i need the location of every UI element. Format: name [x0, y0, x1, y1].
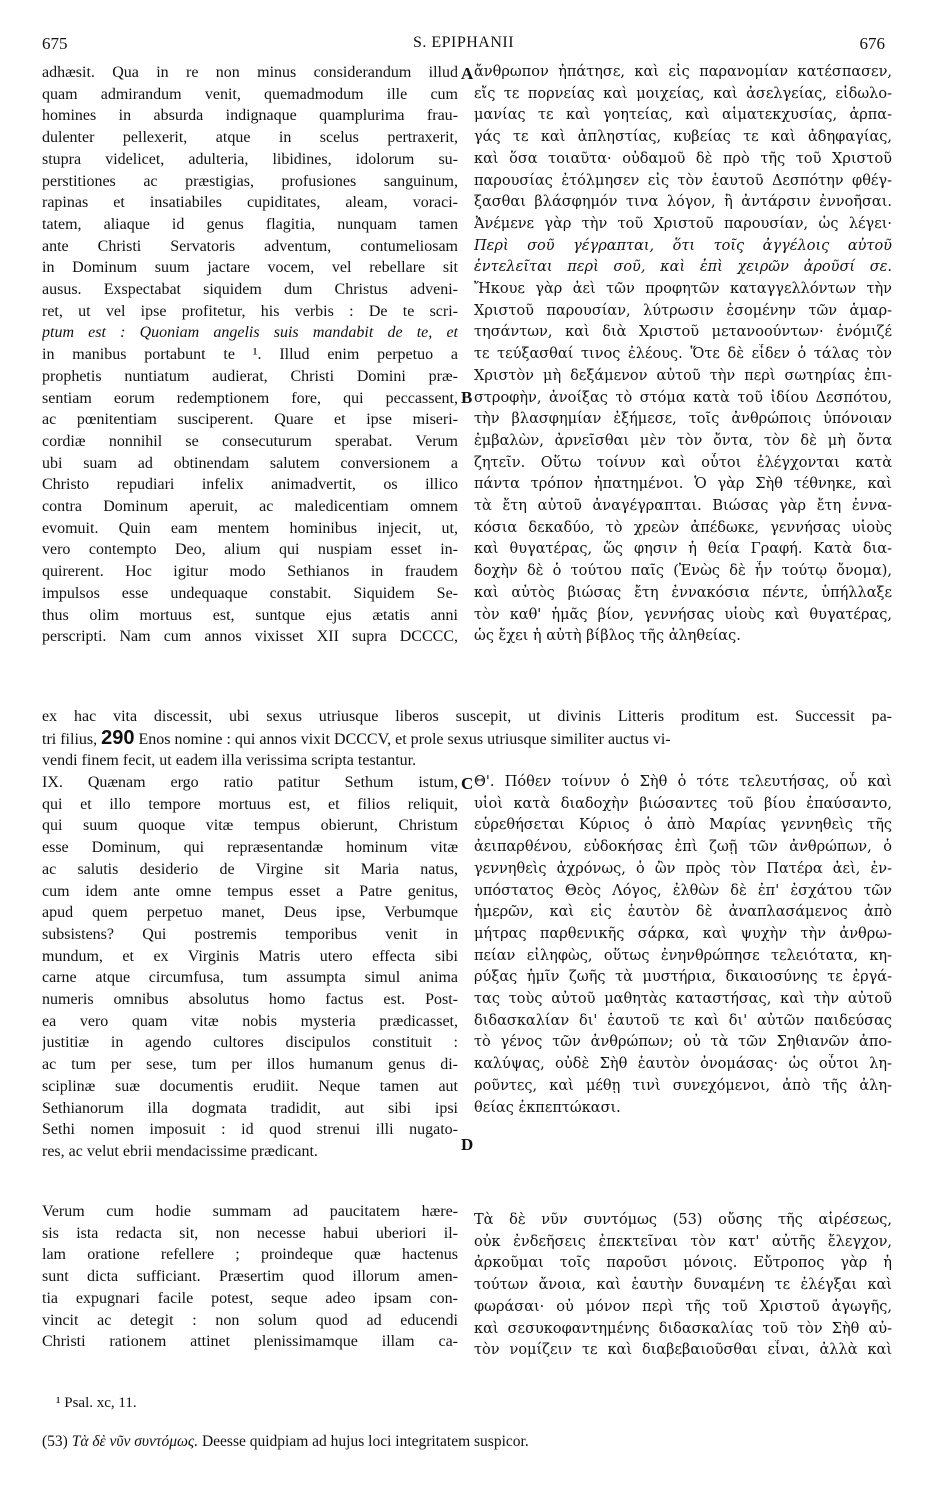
text-span: ἐντελεῖται περὶ σοῦ, καὶ ἐπὶ χειρῶν ἀροῦσί σε.: [474, 259, 892, 276]
text-line: stupra videlicet, adulteria, libidines, idolorum su-: [42, 150, 458, 168]
text-line: Ἀνέμενε γὰρ τὴν τοῦ Χριστοῦ παρουσίαν, ὡς λέγει·: [474, 215, 892, 232]
text-line: contra Dominum aperuit, ac maledicentiam omnem: [42, 498, 458, 516]
text-line: Sethi nomen imposuit : id quod strenui illi nugato-: [42, 1121, 458, 1139]
footnote-1: ¹ Psal. xc, 11.: [56, 1395, 137, 1411]
text-line: ἀρκοῦμαι τοῖς παροῦσι μόνοις. Εὔτροπος γὰρ ἡ: [474, 1255, 892, 1272]
text-line: sis ista redacta sit, non necesse habui uberiori il-: [42, 1224, 458, 1242]
text-line: Τὰ δὲ νῦν συντόμως (53) οὔσης τῆς αἱρέσεως,: [474, 1212, 892, 1228]
text-line: tatem, aliaque id genus flagitia, nunquam tamen: [42, 215, 458, 233]
text-line: Θ'. Πόθεν τοίνυν ὁ Σὴθ ὁ τότε τελευτήσας, οὗ καὶ: [474, 774, 892, 790]
text-line: καὶ ὅσα τοιαῦτα· οὐδαμοῦ δὲ πρὸ τῆς τοῦ Χριστοῦ: [474, 150, 892, 167]
text-line: γάς τε καὶ ἀπληστίας, κυβείας τε καὶ ἀδηφαγίας,: [474, 129, 892, 146]
text-span: Enos nomine : qui annos vixit DCCCV, et prole sexus utriusque similiter auctus vi-: [138, 730, 671, 748]
footnote-greek: Τὰ δὲ νῦν συντόμως.: [71, 1433, 199, 1450]
text-line: IX. Quænam ergo ratio patitur Sethum istum,: [42, 774, 458, 791]
text-line: [42, 322, 458, 344]
greek-column-2: [474, 772, 892, 1119]
text-line: perstitiones ac præstigias, profusiones sanguinum,: [42, 172, 458, 190]
text-line: [42, 728, 892, 751]
text-line: sciplinæ suæ documentis erudiit. Neque tamen aut: [42, 1077, 458, 1095]
footnote-text: Deesse quidpiam ad hujus loci integritatem suspicor.: [201, 1433, 529, 1450]
text-line: εὑρεθήσεται Κύριος ὁ ἀπὸ Μαρίας γεννηθεὶς τῆς: [474, 817, 892, 834]
text-line: rapinas et insatiabiles cupiditates, aleam, voraci-: [42, 194, 458, 212]
text-line: ac tum per sese, tum per illos humanum genus di-: [42, 1056, 458, 1074]
text-line: esse Dominum, qui repræsentandæ hominum vitæ: [42, 839, 458, 857]
margin-marker-c: C: [461, 774, 474, 793]
text-line: homines in absurda indignaque quamplurima frau-: [42, 107, 458, 125]
text-line: πείαν εἰληφὼς, οὕτως ἐνηνθρώπησε τελειότατα, κη-: [474, 947, 892, 964]
text-line: vincit ac detegit : non solum quod ad educendi: [42, 1311, 458, 1329]
text-line: τὸν νομίζειν τε καὶ διαβεβαιοῦσθαι εἶναι, ἀλλὰ καὶ: [474, 1342, 892, 1359]
text-line: ρύξας ἡμῖν ζωῆς τὰ μυστήρια, δικαιοσύνης τε ἐργά-: [474, 969, 892, 986]
text-line: vero contempto Deo, alium qui nuspiam esset in-: [42, 541, 458, 559]
text-line: sentiam eorum redemptionem fore, qui peccassent,: [42, 389, 458, 407]
text-line: Christo repudiari infelix animadvertit, os illico: [42, 476, 458, 494]
text-span: ptum est : Quoniam angelis suis mandabit de te, et: [42, 324, 458, 342]
text-line: Sethianorum illa dogmata tradidit, aut sibi ipsi: [42, 1099, 458, 1117]
text-line: τὸν καθ' ἡμᾶς βίον, γεννήσας υἱοὺς καὶ θυγατέρας,: [474, 606, 892, 623]
text-line: γεννηθεὶς ἀχρόνως, ὁ ὢν πρὸς τὸν Πατέρα ἀεὶ, ἐν-: [474, 860, 892, 877]
margin-marker-a: A: [461, 64, 474, 83]
text-line: cordiæ nonnihil se consecuturum sperabat. Verum: [42, 432, 458, 450]
text-line: [474, 236, 892, 258]
text-line: ἐμβαλὼν, ἀρνεῖσθαι μὲν τὸν ὄντα, τὸν δὲ μὴ ὄντα: [474, 432, 892, 449]
text-span: tri filius,: [42, 730, 98, 748]
text-line: res, ac velut ebrii mendacissime prædicant.: [42, 1142, 318, 1160]
latin-column-3: [42, 1201, 458, 1353]
text-line: sunt dicta sufficiant. Præsertim quod illorum amen-: [42, 1268, 458, 1286]
text-line: ὡς ἔχει ἡ αὐτὴ βίβλος τῆς ἀληθείας.: [474, 628, 741, 645]
text-line: τὴν βλασφημίαν ἐξήμεσε, τοῖς ἀνθρώποις ὑπόνοιαν: [474, 411, 892, 428]
text-line: subsistens? Qui postremis temporibus venit in: [42, 925, 458, 943]
text-line: in manibus portabunt te ¹. Illud enim perpetuo a: [42, 346, 458, 364]
margin-marker-d: D: [461, 1135, 474, 1154]
text-line: τησάντων, καὶ διὰ Χριστοῦ μετανοούντων· ἐνόμιζέ: [474, 324, 892, 341]
text-line: μήτρας παρθενικῆς σάρκα, καὶ ψυχὴν τὴν ἀνθρω-: [474, 925, 892, 942]
text-line: ac pœnitentiam susciperent. Quare et ipse miseri-: [42, 411, 458, 429]
text-line: τούτων ἄνοια, καὶ ἑαυτὴν δυναμένη τε ἐλέγξαι καὶ: [474, 1277, 892, 1294]
text-line: tia expugnari facile potest, seque adeo ipsam con-: [42, 1289, 458, 1307]
text-line: Ἤκουε γὰρ ἀεὶ τῶν προφητῶν καταγγελλόντων τὴν: [474, 281, 892, 298]
text-line: ausus. Exspectabat siquidem dum Christus adveni-: [42, 281, 458, 299]
text-line: παρουσίας ἐτόλμησεν εἰς τὸν ἑαυτοῦ Δεσπότην φθέγ-: [474, 172, 892, 189]
text-line: τε τεύξασθαί τινος ἐλέους. Ὅτε δὲ εἶδεν ὁ τάλας τὸν: [474, 346, 892, 363]
text-line: Χριστὸν μὴ δεξάμενον αὐτοῦ τὴν περὶ σωτηρίας ἐπι-: [474, 367, 892, 384]
text-line: Χριστοῦ παρουσίαν, λύτρωσιν ἐσομένην τῶν ἁμαρ-: [474, 302, 892, 319]
text-line: ἀειπαρθένου, εὐδοκήσας ἐπὶ ζωῇ τῶν ἀνθρώπων, ὁ: [474, 839, 892, 856]
text-line: perscripti. Nam cum annos vixisset XII supra DCCCC,: [42, 628, 458, 646]
text-line: καὶ σεσυκοφαντημένης διδασκαλίας τοῦ τὸν Σὴθ αὐ-: [474, 1320, 892, 1337]
latin-column-2: [42, 772, 458, 1163]
text-line: lam oratione refellere ; proindeque quæ hactenus: [42, 1246, 458, 1264]
greek-column-3: [474, 1210, 892, 1362]
page-number-left: 675: [42, 34, 68, 53]
text-line: ξασθαι βλάσφημόν τινα λόγον, ἢ ἀντάρσιν ἐννοῆσαι.: [474, 194, 892, 211]
text-line: υπόστατος Θεὸς Λόγος, ἐλθὼν δὲ ἐπ' ἐσχάτου τῶν: [474, 882, 892, 899]
text-line: qui suum quoque vitæ tempus obierunt, Christum: [42, 817, 458, 835]
text-line: δοχὴν δὲ ὁ τούτου παῖς (Ἐνὼς δὲ ἦν τούτῳ ὄνομα),: [474, 563, 892, 580]
text-line: ante Christi Servatoris adventum, contumeliosam: [42, 237, 458, 255]
greek-column-1: [474, 62, 892, 648]
text-line: [474, 257, 892, 279]
text-line: οὐκ ἐνδεῆσεις ἐπεκτεῖναι τὸν κατ' αὐτῆς ἔλεγχον,: [474, 1233, 892, 1250]
text-line: φωράσαι· οὐ μόνον περὶ τῆς τοῦ Χριστοῦ ἀγωγῆς,: [474, 1298, 892, 1315]
text-line: cum idem ante omne tempus esset a Patre genitus,: [42, 882, 458, 900]
page-number-right: 676: [859, 34, 885, 53]
text-line: ex hac vita discessit, ubi sexus utriusque liberos suscepit, ut divinis Litteris proditum est. Successit pa-: [42, 708, 892, 725]
text-line: dulenter pellexerit, atque in scelus pertraxerit,: [42, 129, 458, 147]
text-line: τὸ γένος τῶν ἀνθρώπων; οὐ τὰ τῶν Σηθιανῶν ἀπο-: [474, 1034, 892, 1051]
text-line: numeris omnibus absolutus homo factus est. Post-: [42, 991, 458, 1009]
full-width-paragraph: [42, 706, 892, 772]
text-line: θείας ἐκπεπτώκασι.: [474, 1099, 621, 1116]
text-line: ροῦντες, καὶ μέθῃ τινὶ συνεχόμενοι, ἀπὸ τῆς ἀλη-: [474, 1077, 892, 1094]
margin-marker-b: B: [461, 388, 473, 407]
footnote-53: [42, 1433, 529, 1451]
text-line: quam admirandum venit, quemadmodum ille cum: [42, 85, 458, 103]
text-line: διδασκαλίαν δι' ἑαυτοῦ τε καὶ δι' αὐτῶν παιδεύσας: [474, 1012, 892, 1029]
text-line: καὶ θυγατέρας, ὥς φησιν ἡ θεία Γραφή. Κατὰ δια-: [474, 541, 892, 558]
text-line: πάντα τρόπον ἠπατημένοι. Ὁ γὰρ Σὴθ τέθνηκε, καὶ: [474, 476, 892, 493]
text-line: prophetis nuntiatum audierat, Christi Domini præ-: [42, 367, 458, 385]
text-line: Christi rationem attinet plenissimamque illam ca-: [42, 1333, 458, 1351]
text-line: quirerent. Hoc igitur modo Sethianos in fraudem: [42, 563, 458, 581]
text-line: καλύψας, οὐδὲ Σὴθ ἑαυτὸν ὀνομάσας· ὡς οὗτοι λη-: [474, 1056, 892, 1073]
text-line: ubi suam ad obtinendam salutem conversionem a: [42, 454, 458, 472]
text-line: adhæsit. Qua in re non minus considerandum illud: [42, 64, 458, 81]
text-line: carne atque circumfusa, tum assumpta simul anima: [42, 969, 458, 987]
text-line: apud quem perpetuo manet, Deus ipse, Verbumque: [42, 904, 458, 922]
text-line: τὰ ἔτη αὐτοῦ ἀναγέγραπται. Βιώσας γὰρ ἔτη ἐννα-: [474, 498, 892, 515]
text-span: Περὶ σοῦ γέγραπται, ὅτι τοῖς ἀγγέλοις αὐτοῦ: [474, 237, 892, 254]
text-line: υἱοὶ κατὰ διαδοχὴν βιώσαντες τοῦ βίου ἐπαύσαντο,: [474, 795, 892, 812]
text-line: ἡμερῶν, καὶ εἰς ἑαυτὸν δὲ ἀναπλασάμενος ἀπὸ: [474, 904, 892, 921]
text-line: ἄνθρωπον ἠπάτησε, καὶ εἰς παρανομίαν κατέσπασεν,: [474, 64, 892, 80]
text-line: justitiæ in agendo cultores discipulos constituit :: [42, 1034, 458, 1052]
text-line: evomuit. Quin eam mentem hominibus injecit, ut,: [42, 519, 458, 537]
text-line: Verum cum hodie summam ad paucitatem hære-: [42, 1203, 458, 1220]
text-line: κόσια δεκαδύο, τὸ χρεὼν ἀπέδωκε, γεννήσας υἱοὺς: [474, 519, 892, 536]
page-reference-number: 290: [101, 727, 135, 749]
text-line: ac salutis desiderio de Virgine sit Maria natus,: [42, 860, 458, 878]
footnote-number: (53): [42, 1433, 68, 1450]
text-line: ea vero quam vitæ nobis mysteria prædicasset,: [42, 1012, 458, 1030]
text-line: εἴς τε πορνείας καὶ μοιχείας, καὶ ἀσελγείας, εἰδωλο-: [474, 85, 892, 102]
text-line: τας τοὺς αὐτοῦ μαθητὰς καταστήσας, καὶ τὴν αὐτοῦ: [474, 991, 892, 1008]
text-line: στροφὴν, ἀνοίξας τὸ στόμα κατὰ τοῦ ἰδίου Δεσπότου,: [474, 389, 892, 406]
text-line: impulsos esse undequaque constabit. Siquidem Se-: [42, 584, 458, 602]
latin-column-1: [42, 62, 458, 648]
text-line: qui et illo tempore mortuus est, et filios reliquit,: [42, 795, 458, 813]
text-line: mundum, et ex Virginis Matris utero effecta sibi: [42, 947, 458, 965]
text-line: vendi finem fecit, ut eadem illa verissima scripta testantur.: [42, 752, 417, 770]
text-line: thus olim mortuus est, suntque ejus ætatis anni: [42, 606, 458, 624]
text-line: ret, ut vel ipse profitetur, his verbis : De te scri-: [42, 302, 458, 320]
text-line: in Dominum suum jactare vocem, vel rebellare sit: [42, 259, 458, 277]
running-title: S. EPIPHANII: [412, 34, 515, 51]
text-line: καὶ αὐτὸς βιώσας ἔτη ἐννακόσια πέντε, ὑπήλλαξε: [474, 584, 892, 601]
text-line: μανίας τε καὶ γοητείας, καὶ αἱματεκχυσίας, ἁρπα-: [474, 107, 892, 124]
text-line: ζητεῖν. Οὕτω τοίνυν καὶ οὗτοι ἐλέγχονται κατὰ: [474, 454, 892, 471]
